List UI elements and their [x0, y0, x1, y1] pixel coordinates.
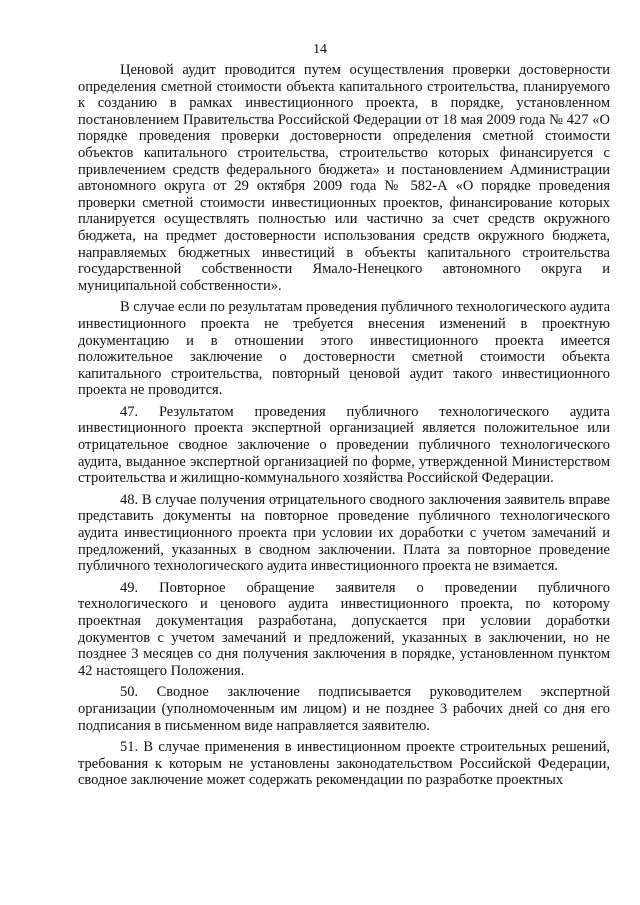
document-body [78, 62, 610, 789]
paragraph-item-50: 50. Сводное заключение подписывается руководителем экспертной организации (уполномоченным им лицом) и не позднее 3 рабочих дней со дня его подписания в письменном виде направляется заявителю. [78, 684, 610, 734]
paragraph-price-audit: Ценовой аудит проводится путем осуществления проверки достоверности определения сметной стоимости объекта капитального строительства, планируемого к созданию в рамках инвестиционного проекта, в порядке, установленном постановлением Правительства Российской Федерации от 18 мая 2009 года № 427 «О порядке проведения проверки достоверности определения сметной стоимости объектов капитального строительства, строительство которых финансируется с привлечением средств федерального бюджета» и постановлением Администрации автономного округа от 29 октября 2009 года № 582-А «О порядке проведения проверки сметной стоимости инвестиционных проектов, финансирование которых планируется осуществлять полностью или частично за счет средств окружного бюджета, на предмет достоверности использования средств окружного бюджета, направляемых бюджетных инвестиций в объекты капитального строительства государственной собственности Ямало-Ненецкого автономного округа и муниципальной собственности». [78, 62, 610, 294]
paragraph-no-repeat-audit: В случае если по результатам проведения публичного технологического аудита инвестиционного проекта не требуется внесения изменений в проектную документацию и в отношении этого инвестиционного проекта имеется положительное заключение о достоверности сметной стоимости объекта капитального строительства, повторный ценовой аудит такого инвестиционного проекта не проводится. [78, 299, 611, 399]
paragraph-item-48: 48. В случае получения отрицательного сводного заключения заявитель вправе представить документы на повторное проведение публичного технологического аудита инвестиционного проекта при условии их доработки с учетом замечаний и предложений, указанных в сводном заключении. Плата за повторное проведение публичного технологического аудита инвестиционного проекта не взимается. [78, 491, 610, 575]
paragraph-item-49: 49. Повторное обращение заявителя о проведении публичного технологического и ценового аудита инвестиционного проекта, по которому проектная документация разработана, допускается при условии доработки документов с учетом замечаний и предложений, указанных в заключении, но не позднее 3 месяцев со дня получения заключения в порядке, установленном пунктом 42 настоящего Положения. [78, 579, 610, 679]
paragraph-item-47: 47. Результатом проведения публичного технологического аудита инвестиционного проекта экспертной организацией является положительное или отрицательное сводное заключение о проведении публичного технологического аудита, выданное экспертной организацией по форме, утвержденной Министерством строительства и жилищно-коммунального хозяйства Российской Федерации. [78, 403, 610, 487]
page-number: 14 [313, 42, 327, 57]
paragraph-item-51: 51. В случае применения в инвестиционном проекте строительных решений, требования к которым не установлены законодательством Российской Федерации, сводное заключение может содержать рекомендации по разработке проектных [78, 739, 610, 789]
